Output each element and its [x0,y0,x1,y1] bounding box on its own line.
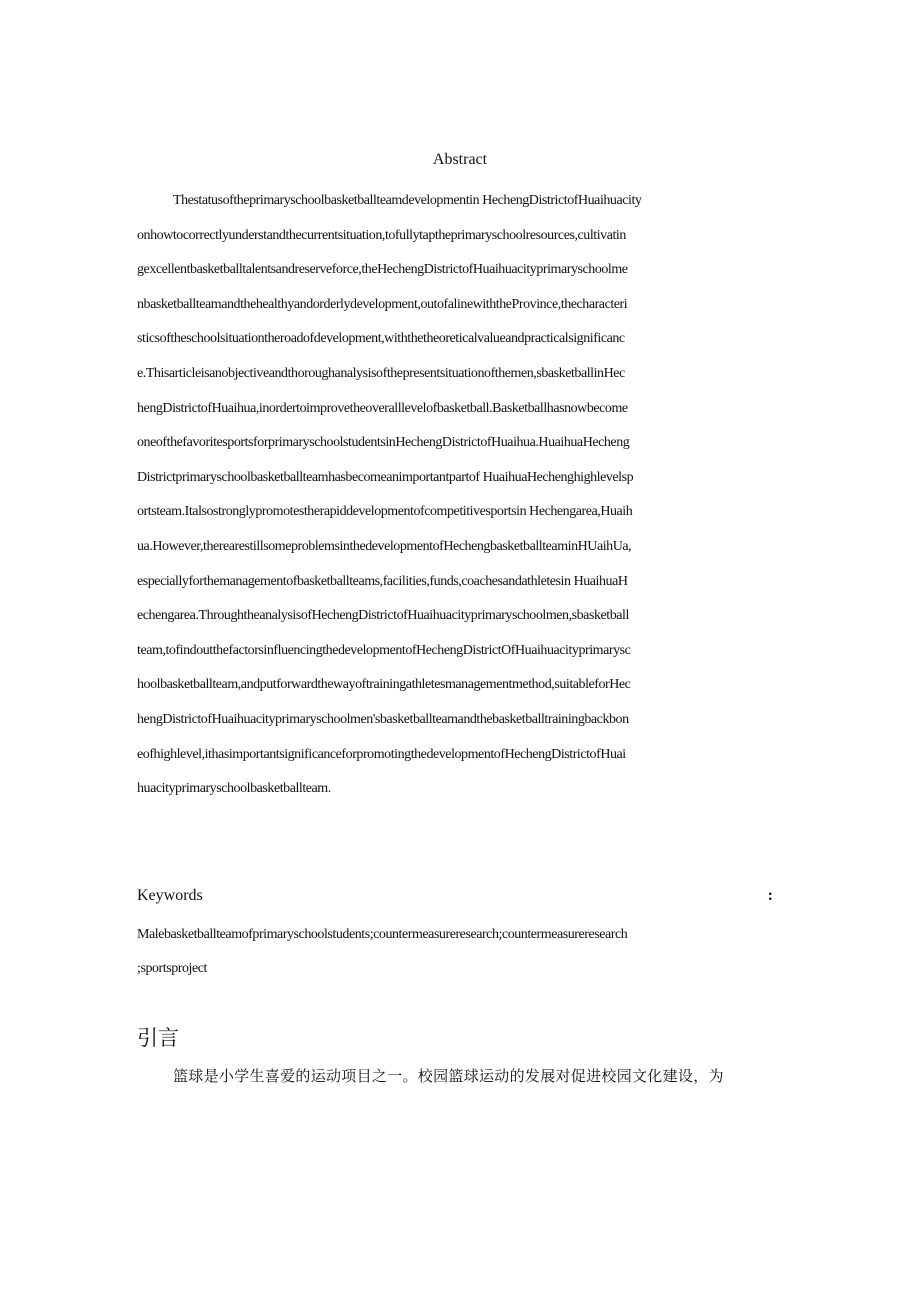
keywords-colon: : [767,887,773,904]
keywords-label: Keywords [137,887,203,904]
abstract-line: oneofthefavoritesportsforprimaryschoolstudentsinHechengDistrictofHuaihua.HuaihuaHecheng [137,435,630,451]
abstract-line: onhowtocorrectlyunderstandthecurrentsituation,tofullytaptheprimaryschoolresources,cultivatin [137,227,626,243]
abstract-line: especiallyforthemanagementofbasketballteams,facilities,funds,coachesandathletesin HuaihuaH [137,573,628,589]
abstract-line: hengDistrictofHuaihuacityprimaryschoolmen'sbasketballteamandthebasketballtrainingbackbon [137,711,629,727]
abstract-line: Thestatusoftheprimaryschoolbasketballteamdevelopmentin HechengDistrictofHuaihuacity [173,193,642,208]
abstract-line: eofhighlevel,ithasimportantsignificanceforpromotingthedevelopmentofHechengDistrictofHuai [137,746,626,762]
keywords-heading-row [137,884,783,908]
abstract-heading: Abstract [432,151,488,168]
introduction-heading: 引言 [137,1026,179,1050]
abstract-line: gexcellentbasketballtalentsandreserveforce,theHechengDistrictofHuaihuacityprimaryschoolme [137,262,628,278]
abstract-body [137,184,783,807]
keywords-line: ;sportsproject [137,961,207,976]
abstract-line: ortsteam.Italsostronglypromotestherapiddevelopmentofcompetitivesportsin Hechengarea,Huaih [137,504,633,520]
introduction-paragraph: 篮球是小学生喜爱的运动项目之一。校园篮球运动的发展对促进校园文化建设，为 [173,1067,724,1085]
abstract-line: Districtprimaryschoolbasketballteamhasbecomeanimportantpartof HuaihuaHechenghighlevelsp [137,469,634,485]
keywords-line: Malebasketballteamofprimaryschoolstudents;countermeasureresearch;countermeasureresearch [137,927,628,942]
abstract-line: ua.However,therearestillsomeproblemsinthedevelopmentofHechengbasketballteaminHUaihUa, [137,538,632,554]
abstract-line: hengDistrictofHuaihua,inordertoimprovetheoveralllevelofbasketball.Basketballhasnowbecome [137,400,628,416]
abstract-line: sticsoftheschoolsituationtheroadofdevelopment,withthetheoreticalvalueandpracticalsignificanc [137,331,625,347]
abstract-line: nbasketballteamandthehealthyandorderlydevelopment,outofalinewiththeProvince,thecharacteri [137,296,628,312]
abstract-line: hoolbasketballteam,andputforwardthewayoftrainingathletesmanagementmethod,suitableforHec [137,677,631,693]
abstract-line: echengarea.ThroughtheanalysisofHechengDistrictofHuaihuacityprimaryschoolmen,sbasketball [137,608,629,624]
abstract-line: team,tofindoutthefactorsinfluencingthedevelopmentofHechengDistrictOfHuaihuacityprimarysc [137,642,631,658]
abstract-line: huacityprimaryschoolbasketballteam. [137,781,331,797]
abstract-line: e.Thisarticleisanobjectiveandthoroughanalysisofthepresentsituationofthemen,sbasketballinHec [137,365,625,381]
keywords-list [137,918,783,986]
